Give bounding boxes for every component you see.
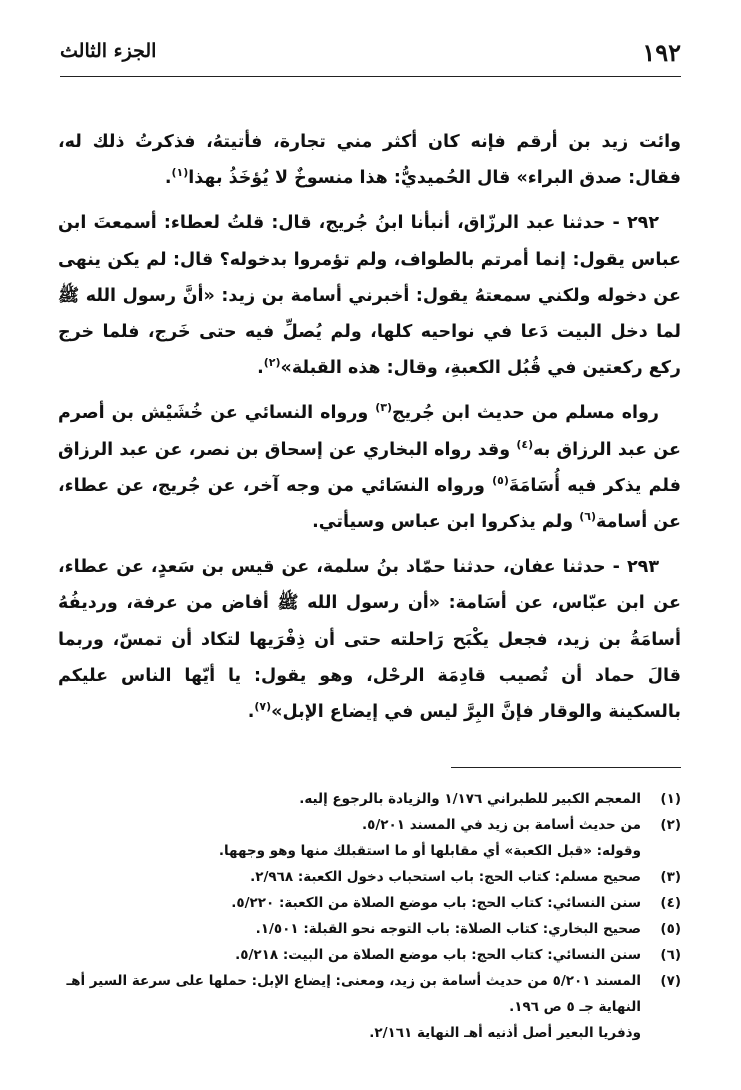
footnote-ref-5: (٥) [492, 474, 509, 487]
footnote-item [58, 786, 681, 812]
footnote-text: المسند ٥/٢٠١ من حديث أسامة بن زيد، ومعنى: إيضاع الإبل: حملها على سرعة السير أهـ النهاية جـ ٥ ص ١٩٦. [66, 973, 641, 1015]
hadith-293 [58, 549, 681, 730]
footnote-mark: (٧) [660, 973, 681, 989]
page-number: ١٩٢ [642, 38, 681, 67]
footnote-text: صحيح البخاري: كتاب الصلاة: باب التوجه نحو القبلة: ١/٥٠١. [255, 921, 641, 937]
footnote-mark [641, 838, 681, 864]
footnote-item [58, 916, 681, 942]
footnote-text: من حديث أسامة بن زيد في المسند ٥/٢٠١. [362, 817, 641, 833]
running-title: الجزء الثالث [60, 40, 157, 62]
footnote-text: صحيح مسلم: كتاب الحج: باب استحباب دخول الكعبة: ٢/٩٦٨. [250, 869, 641, 885]
commentary-text-e: ولم يذكروا ابن عباس وسيأتي. [312, 512, 580, 533]
footnote-ref-2: (٢) [263, 356, 281, 370]
footnote-ref-6: (٦) [579, 510, 596, 524]
footnote-ref-3: (٣) [375, 401, 393, 415]
footnote-ref-1: (١) [171, 166, 189, 180]
paragraph-1-end: . [164, 168, 172, 189]
footnote-text: سنن النسائي: كتاب الحج: باب موضع الصلاة من البيت: ٥/٢١٨. [235, 947, 641, 963]
hadith-292-text: ٢٩٢ - حدثنا عبد الرزّاق، أنبأنا ابنُ جُريج، قال: قلتُ لعطاء: أسمعتَ ابن عباس يقول: إنما أمرتم بالطواف، ولم تؤمروا بدخوله؟ قال: لم يكن ينهى عن دخوله ولكني سمعتهُ يقول: أخبرني أسامة بن زيد: «أنَّ رسول الله ﷺ لما دخل البيت دَعا في نواحيه كلها، ولم يُصلِّ فيه حتى خَرج، فلما خرج ركع ركعتين في قُبُل الكعبةِ، وقال: هذه القبلة» [58, 213, 681, 379]
paragraph-commentary [58, 395, 681, 540]
commentary-text-d: ورواه النسَائي من وجه آخر، عن جُريج، عن عطاء، عن أسامة [58, 475, 681, 533]
footnote-text: المعجم الكبير للطبراني ١/١٧٦ والزيادة بالرجوع إليه. [299, 791, 641, 807]
footnote-item [58, 942, 681, 968]
hadith-293-text: ٢٩٣ - حدثنا عفان، حدثنا حمّاد بنُ سلمة، عن قيس بن سَعدٍ، عن عطاء، عن ابن عبّاس، عن أسَامة: «أن رسول الله ﷺ أفاض من عرفة، ورديفُهُ أسامَةُ بن زيد، فجعل يكْبَح رَاحلته حتى أن ذِفْرَيها لتكاد أن تمسّ، وربما قالَ حماد أن تُصيب قادِمَة الرحْل، وهو يقول: يا أيّها الناس عليكم بالسكينة والوقار فإنَّ البِرَّ ليس في إيضاع الإبل» [58, 557, 681, 723]
footnote-mark: (٤) [660, 895, 681, 911]
hadith-292-end: . [257, 358, 264, 379]
main-text [58, 124, 681, 739]
commentary-text-b: ورواه النسائي عن خُشَيْش بن أصرم عن عبد الرزاق به [58, 403, 682, 460]
footnote-mark: (١) [660, 791, 681, 807]
footnote-item [58, 968, 681, 1020]
footnote-item [58, 812, 681, 838]
paragraph-1-text: وائت زيد بن أرقم فإنه كان أكثر مني تجارة، فأتيتهُ، فذكرتُ ذلك له، فقال: صدق البراء» قال الحُميديُّ: هذا منسوخٌ لا يُؤخَذُ بهذا [58, 132, 681, 189]
footnote-text: سنن النسائي: كتاب الحج: باب موضع الصلاة من الكعبة: ٥/٢٢٠. [231, 895, 641, 911]
footnote-mark: (٢) [660, 817, 681, 833]
footnote-continuation: وذفريا البعير أصل أذنيه أهـ النهاية ٢/١٦١. [369, 1025, 641, 1041]
footnote-item [58, 1020, 681, 1046]
footnote-continuation: وقوله: «قبل الكعبة» أي مقابلها أو ما استقبلك منها وهو وجهها. [218, 843, 641, 859]
commentary-text-c: وقد رواه البخاري عن إسحاق بن نصر، عن عبد الرزاق فلم يذكر فيه أُسَامَةَ [58, 439, 681, 496]
footnote-mark: (٥) [660, 921, 681, 937]
footnote-ref-4: (٤) [516, 437, 534, 451]
page-header [60, 36, 681, 77]
footnote-ref-7: (٧) [254, 700, 272, 714]
footnote-divider [451, 767, 681, 768]
paragraph-1 [58, 124, 681, 196]
footnote-mark [641, 1020, 681, 1046]
hadith-293-end: . [247, 702, 255, 723]
footnote-item [58, 838, 681, 864]
footnotes [58, 786, 681, 1046]
footnote-item [58, 890, 681, 916]
footnote-item [58, 864, 681, 890]
footnote-mark: (٣) [660, 869, 681, 885]
commentary-text-a: رواه مسلم من حديث ابن جُريج [392, 403, 660, 424]
footnote-mark: (٦) [660, 947, 681, 963]
hadith-292 [58, 205, 681, 386]
